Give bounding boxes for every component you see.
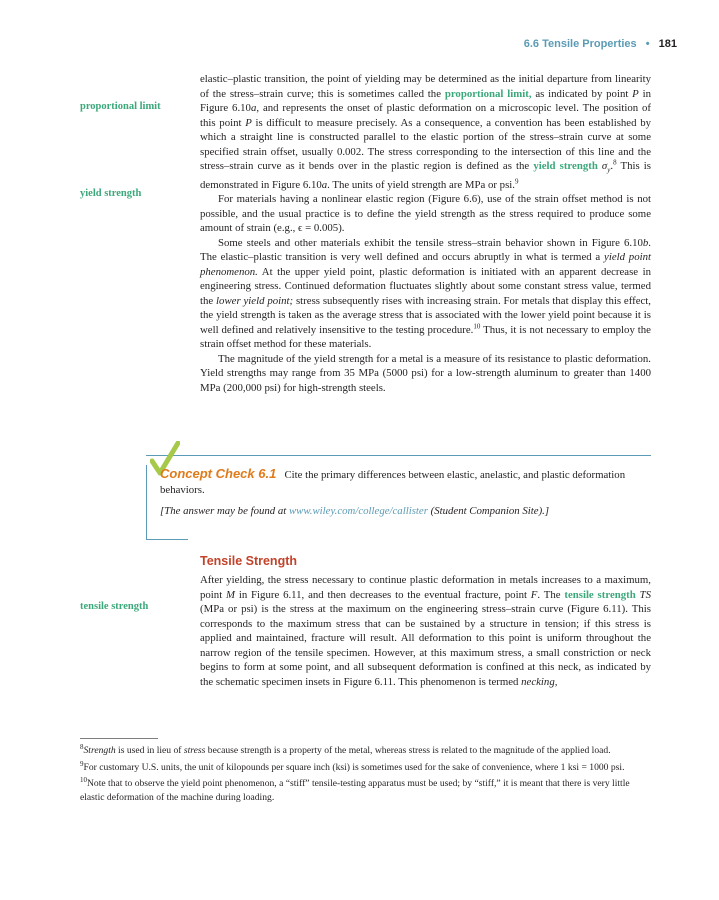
header-separator: • — [645, 38, 650, 50]
concept-check-answer: [The answer may be found at www.wiley.com/college/callister (Student Companion Site).] — [160, 505, 550, 517]
footnote-ref-9: 9 — [514, 177, 519, 186]
body-text-upper — [200, 72, 651, 395]
margin-term-proportional-limit: proportional limit — [80, 101, 161, 112]
footnote-ref-8: 8 — [613, 158, 617, 167]
footnote-9: $^9$For customary U.S. units, the unit of kilopounds per square inch (ksi) is sometimes used for the sake of convenience, where 1 ksi = 1000 psi. — [80, 759, 625, 773]
footnotes — [80, 744, 650, 807]
keyword-yield-strength: yield strength — [533, 160, 598, 172]
section-heading-tensile-strength: Tensile Strength — [200, 554, 298, 568]
running-header — [524, 38, 677, 50]
margin-term-tensile-strength: tensile strength — [80, 601, 149, 612]
footnote-10: $^{10}$Note that to observe the yield point phenomenon, a “stiff” tensile-testing apparatus must be used; by “stiff,” it is meant that there is very little elastic deformation of the machine during loading. — [80, 775, 630, 803]
footnote-8: $^8$Strength is used in lieu of stress because strength is a property of the metal, whereas stress is related to the magnitude of the applied load. — [80, 742, 611, 756]
paragraph-magnitude: The magnitude of the yield strength for a metal is a measure of its resistance to plastic deformation. Yield strengths may range from 35 MPa (5000 psi) for a low-strength aluminum to greater than 1400 MPa (200,000 psi) for high-strength steels. — [200, 352, 651, 394]
paragraph-yield: elastic–plastic transition, the point of yielding may be determined as the initial departure from linearity of the stress–strain curve; this is sometimes called the proportional limit, as indicated by point P in Figure 6.10a, and represents the onset of plastic deformation on a microscopic level. The position of this point P is difficult to measure precisely. As a consequence, a convention has been established by which a straight line is constructed parallel to the elastic portion of the stress–strain curve at some specified strain offset, usually 0.002. The stress corresponding to the intersection of this line and the stress–strain curve as it bends over in the plastic region is defined as the yield strength $\sigma_y.^8$ This is demonstrated in Figure 6.10a. The units of yield strength are MPa or psi.$^9$ — [200, 73, 651, 191]
paragraph-tensile-strength: After yielding, the stress necessary to continue plastic deformation in metals increases to a maximum, point M in Figure 6.11, and then decreases to the eventual fracture, point F. The tensile strength TS (MPa or psi) is the stress at the maximum on the engineering stress–strain curve (Figure 6.11). This corresponds to the maximum stress that can be sustained by a structure in tension; if this stress is applied and maintained, fracture will result. All deformation to this point is uniform throughout the narrow region of the tensile specimen. However, at this maximum stress, a small constriction or neck begins to form at some point, and all subsequent deformation is confined at this neck, as indicated by the schematic specimen insets in Figure 6.11. This phenomenon is termed necking, — [200, 574, 651, 688]
concept-check-question-block — [160, 467, 650, 497]
body-text-lower — [200, 573, 651, 689]
concept-check-side-rule — [146, 465, 147, 540]
footnote-ref-10: 10 — [473, 322, 481, 331]
concept-check-question: Cite the primary differences between elastic, anelastic, and plastic deformation behaviors. — [160, 469, 626, 496]
footnote-rule — [80, 738, 158, 739]
concept-check-bottom-rule — [146, 539, 188, 540]
paragraph-nonlinear: For materials having a nonlinear elastic region (Figure 6.6), use of the strain offset method is not possible, and the usual practice is to define the yield strength as the stress required to produce some amount of strain (e.g., ϵ = 0.005). — [200, 193, 651, 235]
concept-check-title: Concept Check 6.1 — [160, 466, 277, 481]
keyword-tensile-strength: tensile strength — [564, 588, 636, 601]
concept-check-top-rule — [146, 455, 651, 456]
keyword-proportional-limit: proportional limit, — [444, 87, 532, 100]
margin-term-yield-strength: yield strength — [80, 188, 142, 199]
answer-link[interactable]: www.wiley.com/college/callister — [288, 505, 428, 517]
paragraph-yield-point: Some steels and other materials exhibit the tensile stress–strain behavior shown in Figure 6.10b. The elastic–plastic transition is very well defined and occurs abruptly in what is termed a yield point phenomenon. At the upper yield point, plastic deformation is initiated with an apparent decrease in engineering stress. Continued deformation fluctuates slightly about some constant stress value, termed the lower yield point; stress subsequently rises with increasing strain. For metals that display this effect, the yield strength is taken as the average stress that is associated with the lower yield point because it is well defined and relatively insensitive to the testing procedure.$^{10}$ Thus, it is not necessary to employ the strain offset method for these materials. — [200, 236, 651, 351]
concept-check-box — [146, 455, 651, 540]
page-number: 181 — [658, 38, 677, 50]
section-title: 6.6 Tensile Properties — [523, 38, 637, 50]
